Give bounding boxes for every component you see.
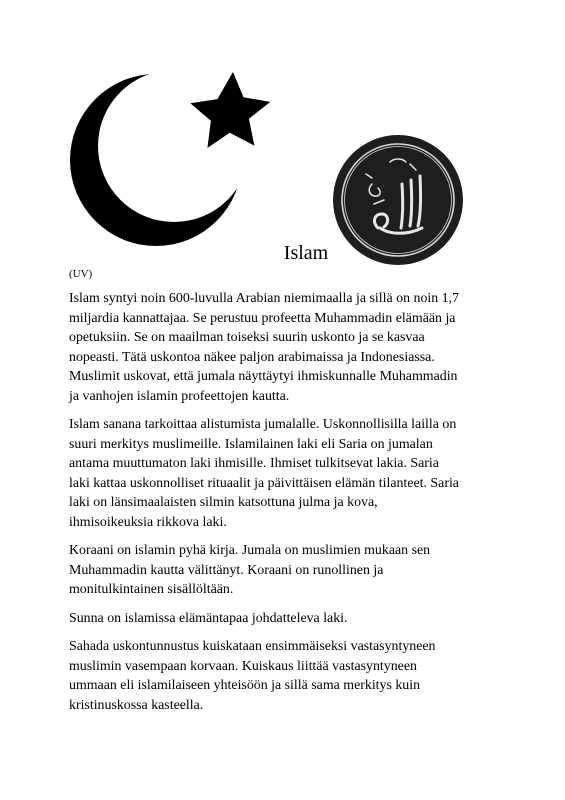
paragraph: Koraani on islamin pyhä kirja. Jumala on muslimien mukaan sen Muhammadin kautta välittänyt. Koraani on runollinen ja monitulkintainen sisällöltään. — [69, 543, 431, 597]
paragraph: Islam sanana tarkoittaa alistumista jumalalle. Uskonnollisilla lailla on suuri merkitys muslimeille. Islamilainen laki eli Saria on jumalan antama muuttumaton laki ihmisille. Ihmiset tulkitsevat lakia. Saria laki kattaa uskonnolliset rituaalit ja päivittäisen elämän tilanteet. Saria laki on länsimaalaisten silmin katsottuna julma ja kova, ihmisoikeuksia rikkova laki. — [69, 417, 459, 530]
paragraph: Sunna on islamissa elämäntapaa johdatteleva laki. — [69, 610, 348, 626]
author-tag: (UV) — [69, 268, 93, 280]
document-title: Islam — [283, 242, 329, 264]
crescent-and-star-icon — [66, 64, 270, 248]
paragraph: Sahada uskontunnustus kuiskataan ensimmäiseksi vastasyntyneen muslimin vasempaan korvaan. Kuiskaus liittää vastasyntyneen ummaan eli islamilaiseen yhteisöön ja sillä sama merkitys kuin kristinuskossa kasteella. — [69, 639, 436, 713]
body-text — [69, 289, 509, 724]
paragraph: Islam syntyi noin 600-luvulla Arabian niemimaalla ja sillä on noin 1,7 miljardia kannattajaa. Se perustuu profeetta Muhammadin elämään ja opetuksiin. Se on maailman toiseksi suurin uskonto ja se kasvaa nopeasti. Tätä uskontoa näkee paljon arabimaissa ja Indonesiassa. Muslimit uskovat, että jumala näyttäytyi ihmiskunnalle Muhammadin ja vanhojen islamin profeettojen kautta. — [69, 291, 460, 404]
